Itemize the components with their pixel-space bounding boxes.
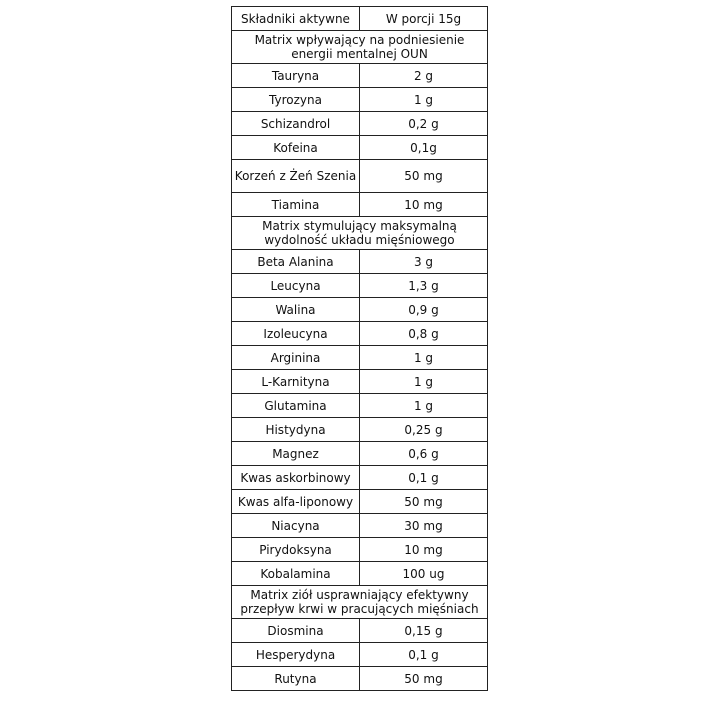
ingredient-name: Kofeina: [232, 136, 360, 160]
ingredient-amount: 0,9 g: [360, 298, 488, 322]
table-row: [232, 64, 488, 88]
table-row: [232, 466, 488, 490]
ingredient-amount: 1 g: [360, 370, 488, 394]
ingredient-amount: 0,2 g: [360, 112, 488, 136]
table-row: [232, 418, 488, 442]
ingredient-name: Schizandrol: [232, 112, 360, 136]
header-per-serving: W porcji 15g: [360, 7, 488, 31]
ingredient-amount: 10 mg: [360, 538, 488, 562]
ingredient-name: Niacyna: [232, 514, 360, 538]
ingredient-amount: 1,3 g: [360, 274, 488, 298]
table-row: [232, 88, 488, 112]
table-row: [232, 298, 488, 322]
table-row: [232, 370, 488, 394]
table-row: [232, 112, 488, 136]
ingredient-name: Tyrozyna: [232, 88, 360, 112]
ingredient-amount: 0,15 g: [360, 619, 488, 643]
ingredients-table-container: [231, 6, 487, 691]
ingredient-amount: 0,8 g: [360, 322, 488, 346]
ingredient-name: Beta Alanina: [232, 250, 360, 274]
ingredient-name: Leucyna: [232, 274, 360, 298]
ingredient-name: Histydyna: [232, 418, 360, 442]
ingredient-amount: 50 mg: [360, 667, 488, 691]
ingredient-name: Kwas askorbinowy: [232, 466, 360, 490]
ingredient-amount: 10 mg: [360, 193, 488, 217]
ingredient-name: L-Karnityna: [232, 370, 360, 394]
section-row: [232, 217, 488, 250]
ingredient-name: Korzeń z Żeń Szenia: [232, 160, 360, 193]
table-row: [232, 619, 488, 643]
table-row: [232, 514, 488, 538]
section-row: [232, 31, 488, 64]
section-title: Matrix ziół usprawniający efektywny przepływ krwi w pracujących mięśniach: [232, 586, 488, 619]
ingredient-name: Tauryna: [232, 64, 360, 88]
ingredient-name: Izoleucyna: [232, 322, 360, 346]
section-title: Matrix wpływający na podniesienie energii mentalnej OUN: [232, 31, 488, 64]
ingredient-amount: 1 g: [360, 88, 488, 112]
ingredient-amount: 1 g: [360, 346, 488, 370]
ingredient-amount: 0,25 g: [360, 418, 488, 442]
table-row: [232, 394, 488, 418]
table-row: [232, 160, 488, 193]
section-title: Matrix stymulujący maksymalną wydolność układu mięśniowego: [232, 217, 488, 250]
ingredient-amount: 30 mg: [360, 514, 488, 538]
ingredient-amount: 50 mg: [360, 490, 488, 514]
table-row: [232, 346, 488, 370]
ingredient-amount: 0,6 g: [360, 442, 488, 466]
ingredient-name: Glutamina: [232, 394, 360, 418]
ingredient-name: Walina: [232, 298, 360, 322]
table-row: [232, 274, 488, 298]
ingredient-name: Magnez: [232, 442, 360, 466]
ingredient-name: Tiamina: [232, 193, 360, 217]
ingredient-name: Kobalamina: [232, 562, 360, 586]
ingredient-name: Kwas alfa-liponowy: [232, 490, 360, 514]
table-row: [232, 442, 488, 466]
ingredient-amount: 0,1 g: [360, 466, 488, 490]
ingredient-amount: 0,1 g: [360, 643, 488, 667]
table-row: [232, 643, 488, 667]
table-header-row: [232, 7, 488, 31]
section-row: [232, 586, 488, 619]
table-row: [232, 193, 488, 217]
ingredient-name: Diosmina: [232, 619, 360, 643]
table-row: [232, 136, 488, 160]
ingredient-name: Hesperydyna: [232, 643, 360, 667]
table-row: [232, 322, 488, 346]
ingredient-name: Rutyna: [232, 667, 360, 691]
table-body: [232, 31, 488, 691]
ingredients-table: [231, 6, 488, 691]
table-row: [232, 490, 488, 514]
header-ingredients: Składniki aktywne: [232, 7, 360, 31]
table-row: [232, 667, 488, 691]
table-row: [232, 538, 488, 562]
table-row: [232, 250, 488, 274]
ingredient-amount: 1 g: [360, 394, 488, 418]
ingredient-amount: 3 g: [360, 250, 488, 274]
ingredient-amount: 100 ug: [360, 562, 488, 586]
ingredient-name: Pirydoksyna: [232, 538, 360, 562]
table-row: [232, 562, 488, 586]
ingredient-amount: 50 mg: [360, 160, 488, 193]
ingredient-amount: 0,1g: [360, 136, 488, 160]
ingredient-amount: 2 g: [360, 64, 488, 88]
ingredient-name: Arginina: [232, 346, 360, 370]
